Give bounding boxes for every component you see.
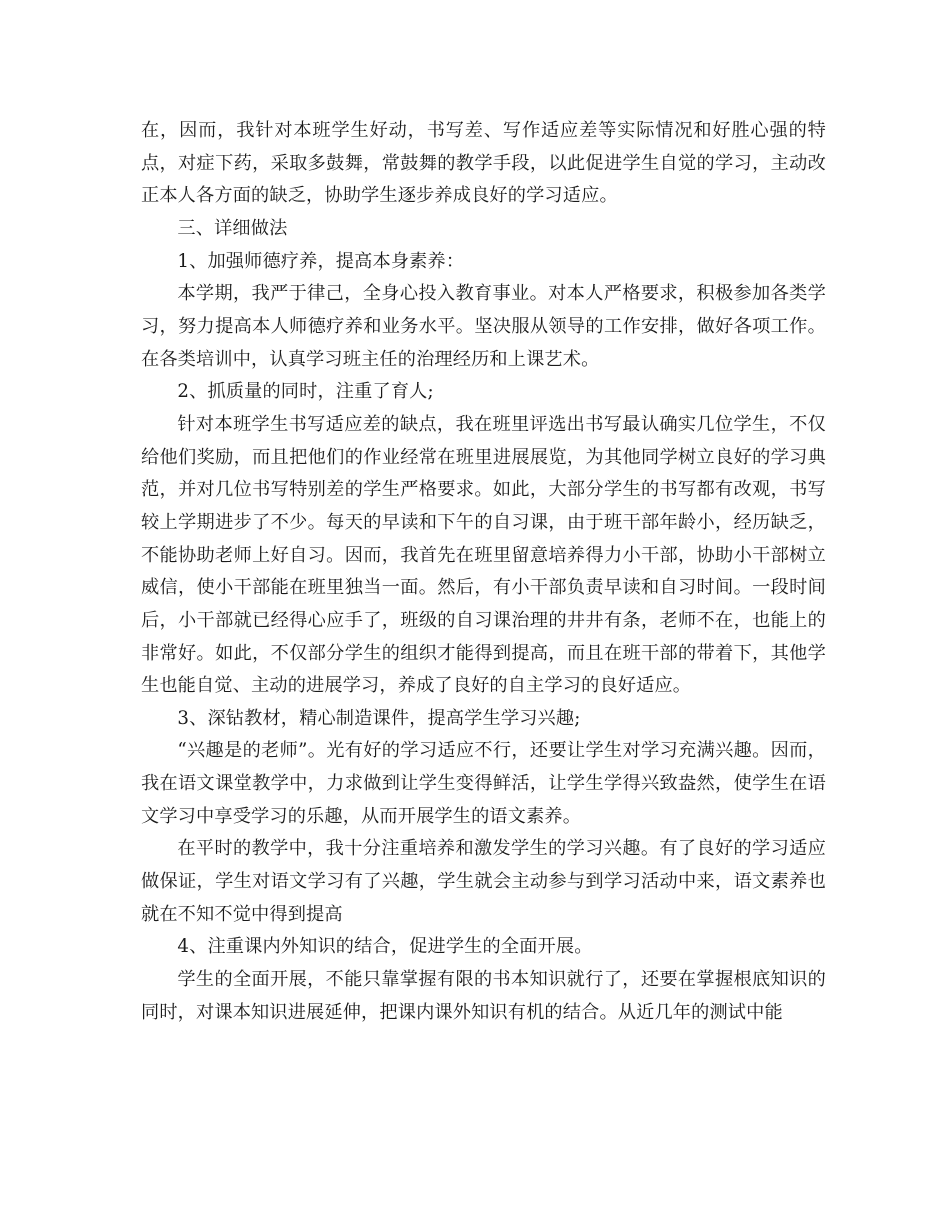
subsection-heading: 2、抓质量的同时，注重了育人; [177, 381, 434, 403]
subsection-heading: 3、深钻教材，精心制造课件，提高学生学习兴趣; [177, 707, 581, 729]
paragraph: 本学期，我严于律己，全身心投入教育事业。对本人严格要求，积极参加各类学习，努力提高本人师德疗养和业务水平。坚决服从领导的工作安排，做好各项工作。在各类培训中，认真学习班主任的治理经历和上课艺术。 [141, 283, 826, 370]
paragraph: 在平时的教学中，我十分注重培养和激发学生的学习兴趣。有了良好的学习适应做保证，学生对语文学习有了兴趣，学生就会主动参与到学习活动中来，语文素养也就在不知不觉中得到提高 [141, 838, 826, 925]
document-body [141, 115, 826, 1029]
subsection-heading: 1、加强师德疗养，提高本身素养： [177, 250, 465, 272]
subsection-heading: 4、注重课内外知识的结合，促进学生的全面开展。 [177, 936, 593, 958]
section-heading: 三、详细做法 [177, 217, 288, 239]
paragraph: “兴趣是的老师”。光有好的学习适应不行，还要让学生对学习充满兴趣。因而，我在语文课堂教学中，力求做到让学生变得鲜活，让学生学得兴致盎然，使学生在语文学习中享受学习的乐趣，从而开展学生的语文素养。 [141, 740, 826, 827]
paragraph: 针对本班学生书写适应差的缺点，我在班里评选出书写最认确实几位学生，不仅给他们奖励，而且把他们的作业经常在班里进展展览，为其他同学树立良好的学习典范，并对几位书写特别差的学生严格要求。如此，大部分学生的书写都有改观，书写较上学期进步了不少。每天的早读和下午的自习课，由于班干部年龄小，经历缺乏，不能协助老师上好自习。因而，我首先在班里留意培养得力小干部，协助小干部树立威信，使小干部能在班里独当一面。然后，有小干部负责早读和自习时间。一段时间后，小干部就已经得心应手了，班级的自习课治理的井井有条，老师不在，也能上的非常好。如此，不仅部分学生的组织才能得到提高，而且在班干部的带着下，其他学生也能自觉、主动的进展学习，养成了良好的自主学习的良好适应。 [141, 413, 826, 697]
paragraph: 学生的全面开展，不能只靠掌握有限的书本知识就行了，还要在掌握根底知识的同时，对课本知识进展延伸，把课内课外知识有机的结合。从近几年的测试中能 [141, 969, 826, 1023]
paragraph: 在，因而，我针对本班学生好动，书写差、写作适应差等实际情况和好胜心强的特点，对症下药，采取多鼓舞，常鼓舞的教学手段，以此促进学生自觉的学习，主动改正本人各方面的缺乏，协助学生逐步养成良好的学习适应。 [141, 120, 826, 207]
